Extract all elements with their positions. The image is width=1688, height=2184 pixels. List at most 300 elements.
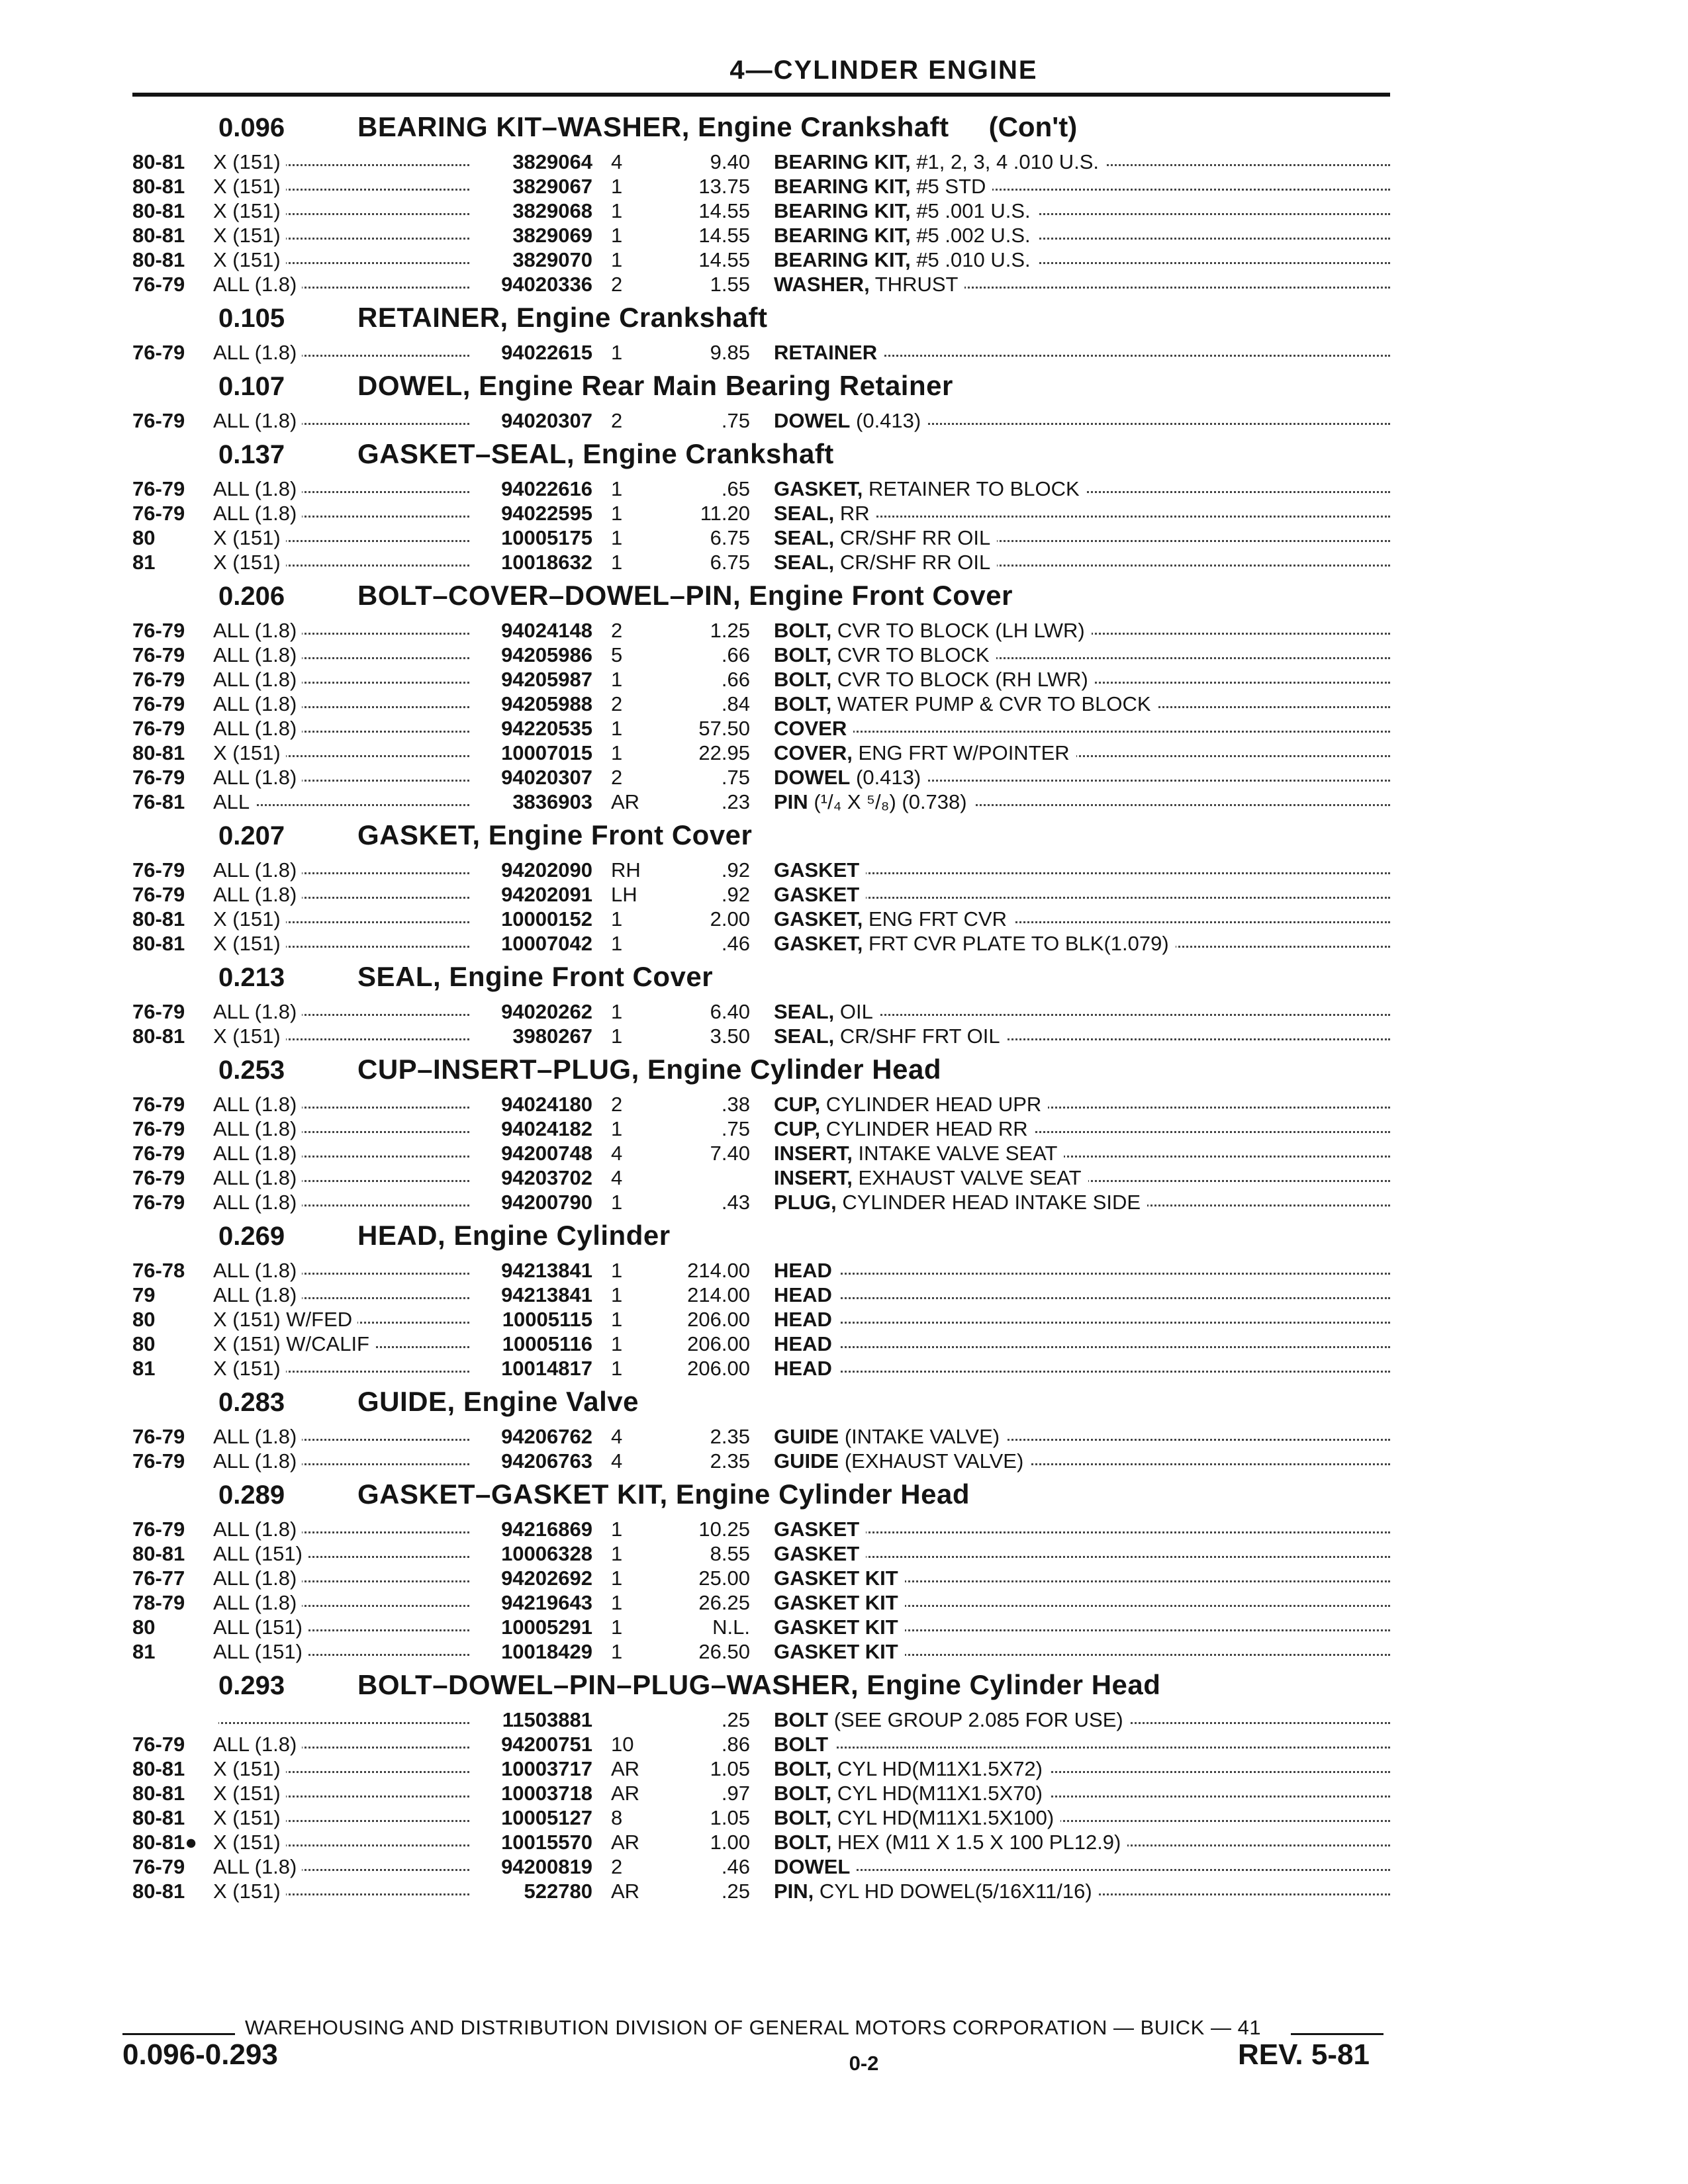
model-text: ALL (1.8) xyxy=(213,477,302,500)
description-text xyxy=(774,932,1176,955)
description-text xyxy=(774,175,992,198)
description-text xyxy=(774,1191,1147,1214)
description-name: PIN xyxy=(774,790,808,813)
model-application xyxy=(213,1307,475,1332)
model-application xyxy=(213,501,475,525)
part-number: 94206763 xyxy=(501,1449,592,1473)
model-application xyxy=(213,1639,475,1664)
description-name: GASKET, xyxy=(774,932,863,955)
part-number: 10000152 xyxy=(501,907,592,931)
description-text xyxy=(774,224,1037,247)
model-years: 76-79 xyxy=(132,1449,185,1473)
model-application xyxy=(213,790,475,814)
model-application xyxy=(213,340,475,365)
section-number: 0.206 xyxy=(218,582,285,611)
part-description xyxy=(774,1307,1390,1332)
part-row xyxy=(132,1615,1390,1639)
description-text xyxy=(774,1093,1048,1116)
price: .23 xyxy=(721,790,750,813)
price: 26.25 xyxy=(698,1591,750,1614)
model-text: ALL (1.8) xyxy=(213,1733,302,1756)
model-application xyxy=(213,174,475,199)
model-application xyxy=(213,1541,475,1566)
description-text xyxy=(774,717,853,740)
model-application xyxy=(213,1854,475,1879)
model-application xyxy=(213,1781,475,1805)
model-text: X (151) xyxy=(213,1806,286,1829)
quantity: AR xyxy=(611,790,640,813)
dot-leader xyxy=(774,1556,1390,1558)
section-title: BOLT–DOWEL–PIN–PLUG–WASHER, Engine Cylinder Head xyxy=(357,1669,1161,1700)
description-name: BEARING KIT, xyxy=(774,175,911,198)
catalog-section xyxy=(132,574,1390,814)
model-text: X (151) xyxy=(213,150,286,173)
quantity: LH xyxy=(611,883,637,906)
quantity: 1 xyxy=(611,1332,623,1355)
part-row xyxy=(132,1707,1390,1732)
description-text xyxy=(774,1259,839,1282)
model-text: ALL (1.8) xyxy=(213,1283,302,1306)
description-name: GASKET xyxy=(774,1518,860,1541)
description-text xyxy=(774,692,1158,715)
model-application xyxy=(213,1732,475,1756)
part-number: 94020307 xyxy=(501,409,592,432)
description-name: HEAD xyxy=(774,1332,832,1355)
catalog-section xyxy=(132,814,1390,956)
description-text xyxy=(774,273,964,296)
model-text: ALL (1.8) xyxy=(213,619,302,642)
model-application xyxy=(213,248,475,272)
catalog-section xyxy=(132,1048,1390,1214)
dot-leader xyxy=(774,1531,1390,1533)
price: .66 xyxy=(721,668,750,691)
model-text: X (151) xyxy=(213,907,286,931)
quantity: AR xyxy=(611,1757,640,1780)
section-number: 0.137 xyxy=(218,440,285,469)
description-text xyxy=(774,1283,839,1306)
footer-revision: REV. 5-81 xyxy=(1238,2038,1370,2071)
price: .25 xyxy=(721,1880,750,1903)
price: 1.05 xyxy=(710,1757,750,1780)
quantity: 1 xyxy=(611,1117,623,1140)
part-row xyxy=(132,882,1390,907)
part-description xyxy=(774,550,1390,574)
part-description xyxy=(774,858,1390,882)
description-text xyxy=(774,1117,1035,1140)
description-text xyxy=(774,1640,905,1663)
part-row xyxy=(132,1781,1390,1805)
model-years: 81 xyxy=(132,551,156,574)
part-row xyxy=(132,1541,1390,1566)
dot-leader xyxy=(774,1346,1390,1348)
part-description xyxy=(774,199,1390,223)
model-years: 80-81 xyxy=(132,907,185,931)
description-name: SEAL, xyxy=(774,551,835,574)
model-text: X (151) xyxy=(213,526,286,549)
part-description xyxy=(774,340,1390,365)
part-description xyxy=(774,1707,1390,1732)
model-years: 80-81● xyxy=(132,1831,198,1854)
quantity: 2 xyxy=(611,273,623,296)
model-years: 76-79 xyxy=(132,477,185,500)
price: 6.40 xyxy=(710,1000,750,1023)
quantity: 1 xyxy=(611,1591,623,1614)
part-description xyxy=(774,1830,1390,1854)
part-number: 94020262 xyxy=(501,1000,592,1023)
price: 6.75 xyxy=(710,551,750,574)
part-row xyxy=(132,525,1390,550)
part-number: 94202090 xyxy=(501,858,592,882)
part-row xyxy=(132,1830,1390,1854)
section-header xyxy=(132,956,1390,999)
part-description xyxy=(774,1424,1390,1449)
description-name: BOLT, xyxy=(774,1806,832,1829)
part-number: 94213841 xyxy=(501,1259,592,1282)
price: .66 xyxy=(721,643,750,666)
quantity: 2 xyxy=(611,619,623,642)
model-application xyxy=(213,1141,475,1165)
page-title: 4—CYLINDER ENGINE xyxy=(729,56,1038,85)
price: .38 xyxy=(721,1093,750,1116)
description-detail: (0.413) xyxy=(856,409,921,432)
description-text xyxy=(774,1567,905,1590)
model-years: 80-81 xyxy=(132,224,185,247)
part-description xyxy=(774,1190,1390,1214)
part-row xyxy=(132,618,1390,643)
model-text: ALL (1.8) xyxy=(213,766,302,789)
model-years: 80-81 xyxy=(132,1880,185,1903)
section-title: GASKET–GASKET KIT, Engine Cylinder Head xyxy=(357,1479,970,1510)
part-description xyxy=(774,618,1390,643)
quantity: 2 xyxy=(611,1855,623,1878)
model-application xyxy=(213,1615,475,1639)
description-name: WASHER, xyxy=(774,273,870,296)
quantity: 1 xyxy=(611,1567,623,1590)
part-description xyxy=(774,477,1390,501)
description-name: BOLT, xyxy=(774,668,832,691)
model-application xyxy=(213,692,475,716)
price: 1.05 xyxy=(710,1806,750,1829)
model-application xyxy=(213,550,475,574)
part-row xyxy=(132,1566,1390,1590)
quantity: 1 xyxy=(611,224,623,247)
description-text xyxy=(774,1000,880,1023)
model-text: ALL (1.8) xyxy=(213,1142,302,1165)
model-years: 80-81 xyxy=(132,1024,185,1048)
part-number: 94024148 xyxy=(501,619,592,642)
section-title: HEAD, Engine Cylinder xyxy=(357,1220,671,1251)
model-text: ALL (1.8) xyxy=(213,1093,302,1116)
quantity: 4 xyxy=(611,1449,623,1473)
description-text xyxy=(774,1880,1099,1903)
section-header xyxy=(132,106,1390,150)
model-text: ALL (1.8) xyxy=(213,1166,302,1189)
description-text xyxy=(774,1855,857,1878)
part-description xyxy=(774,1732,1390,1756)
part-row xyxy=(132,340,1390,365)
price: 214.00 xyxy=(687,1283,750,1306)
section-title: GUIDE, Engine Valve xyxy=(357,1386,639,1417)
part-description xyxy=(774,1141,1390,1165)
part-number: 10007042 xyxy=(501,932,592,955)
description-name: RETAINER xyxy=(774,341,878,364)
description-detail: #1, 2, 3, 4 .010 U.S. xyxy=(916,150,1100,173)
model-application xyxy=(213,525,475,550)
price: .65 xyxy=(721,477,750,500)
model-years: 76-79 xyxy=(132,502,185,525)
description-name: GASKET KIT xyxy=(774,1591,898,1614)
part-description xyxy=(774,692,1390,716)
part-description xyxy=(774,501,1390,525)
part-row xyxy=(132,1854,1390,1879)
description-detail: CYL HD(M11X1.5X70) xyxy=(837,1782,1043,1805)
part-row xyxy=(132,1332,1390,1356)
model-text: ALL (1.8) xyxy=(213,502,302,525)
part-number: 94200819 xyxy=(501,1855,592,1878)
description-text xyxy=(774,766,927,789)
model-text: X (151) xyxy=(213,175,286,198)
footer-page-number: 0-2 xyxy=(849,2052,879,2075)
model-years: 76-79 xyxy=(132,1093,185,1116)
model-application xyxy=(213,1879,475,1903)
quantity: 1 xyxy=(611,502,623,525)
description-text xyxy=(774,1757,1049,1780)
description-detail: OIL xyxy=(839,1000,873,1023)
part-number: 10005115 xyxy=(502,1308,592,1331)
section-header xyxy=(132,574,1390,618)
quantity: 1 xyxy=(611,1259,623,1282)
description-text xyxy=(774,907,1013,931)
description-name: COVER xyxy=(774,717,847,740)
model-years: 76-81 xyxy=(132,790,185,813)
part-row xyxy=(132,790,1390,814)
part-row xyxy=(132,1424,1390,1449)
description-text xyxy=(774,1518,866,1541)
part-number: 94216869 xyxy=(501,1518,592,1541)
model-application xyxy=(213,1116,475,1141)
dot-leader xyxy=(774,1747,1390,1749)
description-text xyxy=(774,619,1092,642)
part-number: 10015570 xyxy=(501,1831,592,1854)
dot-leader xyxy=(774,872,1390,874)
quantity: 1 xyxy=(611,341,623,364)
dot-leader xyxy=(774,1322,1390,1324)
description-name: GASKET, xyxy=(774,907,863,931)
part-row xyxy=(132,1190,1390,1214)
dot-leader xyxy=(774,731,1390,733)
model-years: 80-81 xyxy=(132,1757,185,1780)
part-row xyxy=(132,248,1390,272)
model-text: ALL (1.8) xyxy=(213,409,302,432)
quantity: 1 xyxy=(611,1615,623,1639)
description-name: DOWEL xyxy=(774,1855,851,1878)
part-description xyxy=(774,1541,1390,1566)
model-years: 76-79 xyxy=(132,717,185,740)
part-row xyxy=(132,643,1390,667)
part-number: 94219643 xyxy=(501,1591,592,1614)
part-row xyxy=(132,1141,1390,1165)
price: .75 xyxy=(721,1117,750,1140)
section-header xyxy=(132,814,1390,858)
part-row xyxy=(132,1024,1390,1048)
model-application xyxy=(213,1707,475,1732)
model-application xyxy=(213,408,475,433)
catalog-section xyxy=(132,1214,1390,1381)
quantity: 1 xyxy=(611,907,623,931)
quantity: 1 xyxy=(611,1024,623,1048)
part-number: 3829067 xyxy=(512,175,592,198)
part-number: 94200790 xyxy=(501,1191,592,1214)
model-application xyxy=(213,1258,475,1283)
dot-leader xyxy=(774,1273,1390,1275)
description-name: BOLT, xyxy=(774,1757,832,1780)
section-title: RETAINER, Engine Crankshaft xyxy=(357,302,768,333)
description-text xyxy=(774,1357,839,1380)
part-description xyxy=(774,741,1390,765)
part-description xyxy=(774,882,1390,907)
part-row xyxy=(132,1639,1390,1664)
description-name: COVER, xyxy=(774,741,853,764)
parts-list xyxy=(132,106,1390,1903)
part-description xyxy=(774,1356,1390,1381)
title-rule xyxy=(132,93,1390,97)
description-name: GASKET xyxy=(774,883,860,906)
catalog-section xyxy=(132,365,1390,433)
model-years: 76-79 xyxy=(132,692,185,715)
description-detail: CYLINDER HEAD RR xyxy=(825,1117,1028,1140)
part-number: 94022615 xyxy=(501,341,592,364)
model-years: 76-79 xyxy=(132,766,185,789)
description-text xyxy=(774,1332,839,1355)
catalog-section xyxy=(132,106,1390,296)
part-row xyxy=(132,1283,1390,1307)
quantity: 4 xyxy=(611,150,623,173)
part-number: 94200751 xyxy=(501,1733,592,1756)
model-text: ALL (1.8) xyxy=(213,643,302,666)
quantity: 1 xyxy=(611,477,623,500)
description-detail: CR/SHF RR OIL xyxy=(839,526,991,549)
part-number: 94205988 xyxy=(501,692,592,715)
description-name: GASKET KIT xyxy=(774,1615,898,1639)
model-text: ALL (1.8) xyxy=(213,858,302,882)
model-years: 80 xyxy=(132,1308,156,1331)
quantity: 1 xyxy=(611,932,623,955)
model-text: X (151) xyxy=(213,741,286,764)
description-detail: CVR TO BLOCK xyxy=(837,643,990,666)
quantity: AR xyxy=(611,1782,640,1805)
quantity: 10 xyxy=(611,1733,634,1756)
section-header xyxy=(132,1473,1390,1517)
part-number: 10007015 xyxy=(501,741,592,764)
catalog-section xyxy=(132,956,1390,1048)
description-name: CUP, xyxy=(774,1117,821,1140)
price: 1.00 xyxy=(710,1831,750,1854)
price: 206.00 xyxy=(687,1332,750,1355)
model-application xyxy=(213,1805,475,1830)
model-application xyxy=(213,907,475,931)
model-years: 76-79 xyxy=(132,619,185,642)
description-detail: CYL HD(M11X1.5X100) xyxy=(837,1806,1055,1829)
description-detail: (0.413) xyxy=(856,766,921,789)
part-description xyxy=(774,1258,1390,1283)
quantity: 1 xyxy=(611,1357,623,1380)
quantity: 1 xyxy=(611,1000,623,1023)
price: 11.20 xyxy=(700,502,750,525)
description-detail: THRUST xyxy=(874,273,959,296)
price: N.L. xyxy=(712,1615,750,1639)
part-number: 10006328 xyxy=(501,1542,592,1565)
part-description xyxy=(774,790,1390,814)
description-detail: CYL HD(M11X1.5X72) xyxy=(837,1757,1043,1780)
description-text xyxy=(774,1166,1088,1189)
model-years: 76-79 xyxy=(132,409,185,432)
part-description xyxy=(774,525,1390,550)
description-detail: CYLINDER HEAD UPR xyxy=(825,1093,1042,1116)
model-years: 76-79 xyxy=(132,1166,185,1189)
description-name: BOLT, xyxy=(774,1782,832,1805)
part-description xyxy=(774,1854,1390,1879)
description-text xyxy=(774,248,1037,271)
part-description xyxy=(774,1332,1390,1356)
part-number: 94022595 xyxy=(501,502,592,525)
description-text xyxy=(774,1782,1049,1805)
quantity: 8 xyxy=(611,1806,623,1829)
description-name: GASKET, xyxy=(774,477,863,500)
description-text xyxy=(774,477,1086,500)
quantity: 1 xyxy=(611,1518,623,1541)
quantity: 1 xyxy=(611,1308,623,1331)
part-row xyxy=(132,150,1390,174)
description-text xyxy=(774,1449,1030,1473)
price: .97 xyxy=(721,1782,750,1805)
model-years: 76-79 xyxy=(132,1142,185,1165)
part-number: 10005116 xyxy=(502,1332,592,1355)
footer-division-text: WAREHOUSING AND DISTRIBUTION DIVISION OF GENERAL MOTORS CORPORATION — BUICK — 41 xyxy=(245,2016,1262,2039)
description-text xyxy=(774,1733,835,1756)
model-years: 81 xyxy=(132,1357,156,1380)
description-name: CUP, xyxy=(774,1093,821,1116)
quantity: 1 xyxy=(611,668,623,691)
price: 1.55 xyxy=(710,273,750,296)
quantity: AR xyxy=(611,1880,640,1903)
part-description xyxy=(774,1756,1390,1781)
model-application xyxy=(213,858,475,882)
model-years: 76-79 xyxy=(132,858,185,882)
part-description xyxy=(774,150,1390,174)
part-description xyxy=(774,1024,1390,1048)
section-number: 0.269 xyxy=(218,1222,285,1251)
model-text: ALL (1.8) xyxy=(213,668,302,691)
description-name: BEARING KIT, xyxy=(774,199,911,222)
model-text: ALL (151) xyxy=(213,1640,308,1663)
part-description xyxy=(774,1449,1390,1473)
quantity: 4 xyxy=(611,1142,623,1165)
model-text: X (151) xyxy=(213,1880,286,1903)
quantity: 1 xyxy=(611,551,623,574)
part-row xyxy=(132,858,1390,882)
model-text: ALL (1.8) xyxy=(213,883,302,906)
description-text xyxy=(774,1831,1127,1854)
part-number: 10005175 xyxy=(501,526,592,549)
quantity: 2 xyxy=(611,766,623,789)
quantity: 2 xyxy=(611,409,623,432)
description-text xyxy=(774,790,974,813)
part-number: 94202091 xyxy=(501,883,592,906)
description-text xyxy=(774,883,866,906)
model-application xyxy=(213,1590,475,1615)
description-name: INSERT, xyxy=(774,1142,853,1165)
part-number: 94203702 xyxy=(501,1166,592,1189)
